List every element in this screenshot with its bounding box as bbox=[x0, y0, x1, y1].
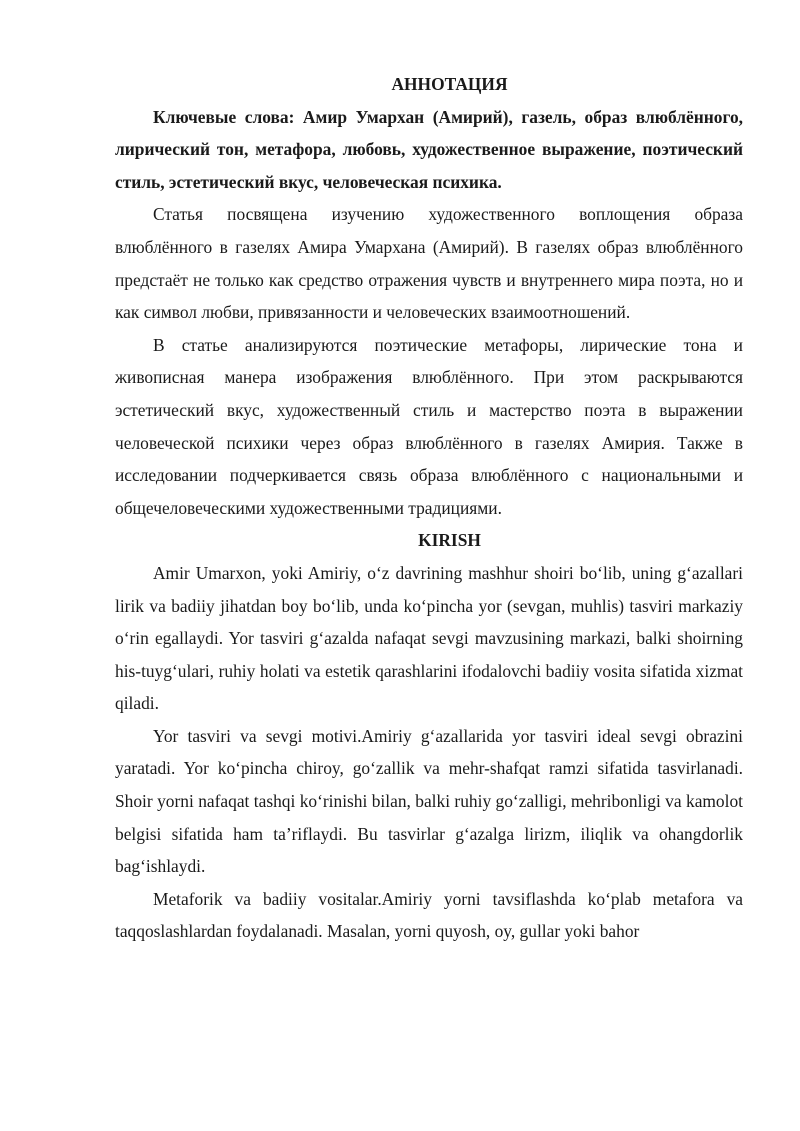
annotation-paragraph: В статье анализируются поэтические метафоры, лирические тона и живописная манера изображения влюблённого. При этом раскрываются эстетический вкус, художественный стиль и мастерство поэта в выражении человеческой психики через образ влюблённого в газелях Амирия. Также в исследовании подчеркивается связь образа влюблённого с национальными и общечеловеческими художественными традициями. bbox=[115, 334, 743, 518]
intro-paragraph: Amir Umarxon, yoki Amiriy, oʻz davrining mashhur shoiri boʻlib, uning gʻazallari lirik va badiiy jihatdan boy boʻlib, unda koʻpincha yor (sevgan, muhlis) tasviri markaziy oʻrin egallaydi. Yor tasviri gʻazalda nafaqat sevgi mavzusining markazi, balki shoirning his-tuygʻulari, ruhiy holati va estetik qarashlarini ifodalovchi badiiy vosita sifatida xizmat qiladi. bbox=[115, 562, 743, 714]
keywords-paragraph: Ключевые слова: Амир Умархан (Амирий), газель, образ влюблённого, лирический тон, метафора, любовь, художественное выражение, поэтический стиль, эстетический вкус, человеческая психика. bbox=[115, 106, 743, 192]
annotation-heading: АННОТАЦИЯ bbox=[391, 74, 508, 94]
intro-paragraph: Yor tasviri va sevgi motivi.Amiriy gʻazallarida yor tasviri ideal sevgi obrazini yaratadi. Yor koʻpincha chiroy, goʻzallik va mehr-shafqat ramzi sifatida tasvirlanadi. Shoir yorni nafaqat tashqi koʻrinishi bilan, balki ruhiy goʻzalligi, mehribonligi va kamolot belgisi sifatida ham taʼriflaydi. Bu tasvirlar gʻazalga lirizm, iliqlik va ohangdorlik bagʻishlaydi. bbox=[115, 725, 743, 877]
annotation-paragraph: Статья посвящена изучению художественного воплощения образа влюблённого в газелях Амира Умархана (Амирий). В газелях образ влюблённого предстаёт не только как средство отражения чувств и внутреннего мира поэта, но и как символ любви, привязанности и человеческих взаимоотношений. bbox=[115, 204, 743, 323]
intro-heading: KIRISH bbox=[418, 530, 481, 551]
intro-paragraph: Metaforik va badiiy vositalar.Amiriy yorni tavsiflashda koʻplab metafora va taqqoslashlardan foydalanadi. Masalan, yorni quyosh, oy, gullar yoki bahor bbox=[115, 888, 743, 942]
